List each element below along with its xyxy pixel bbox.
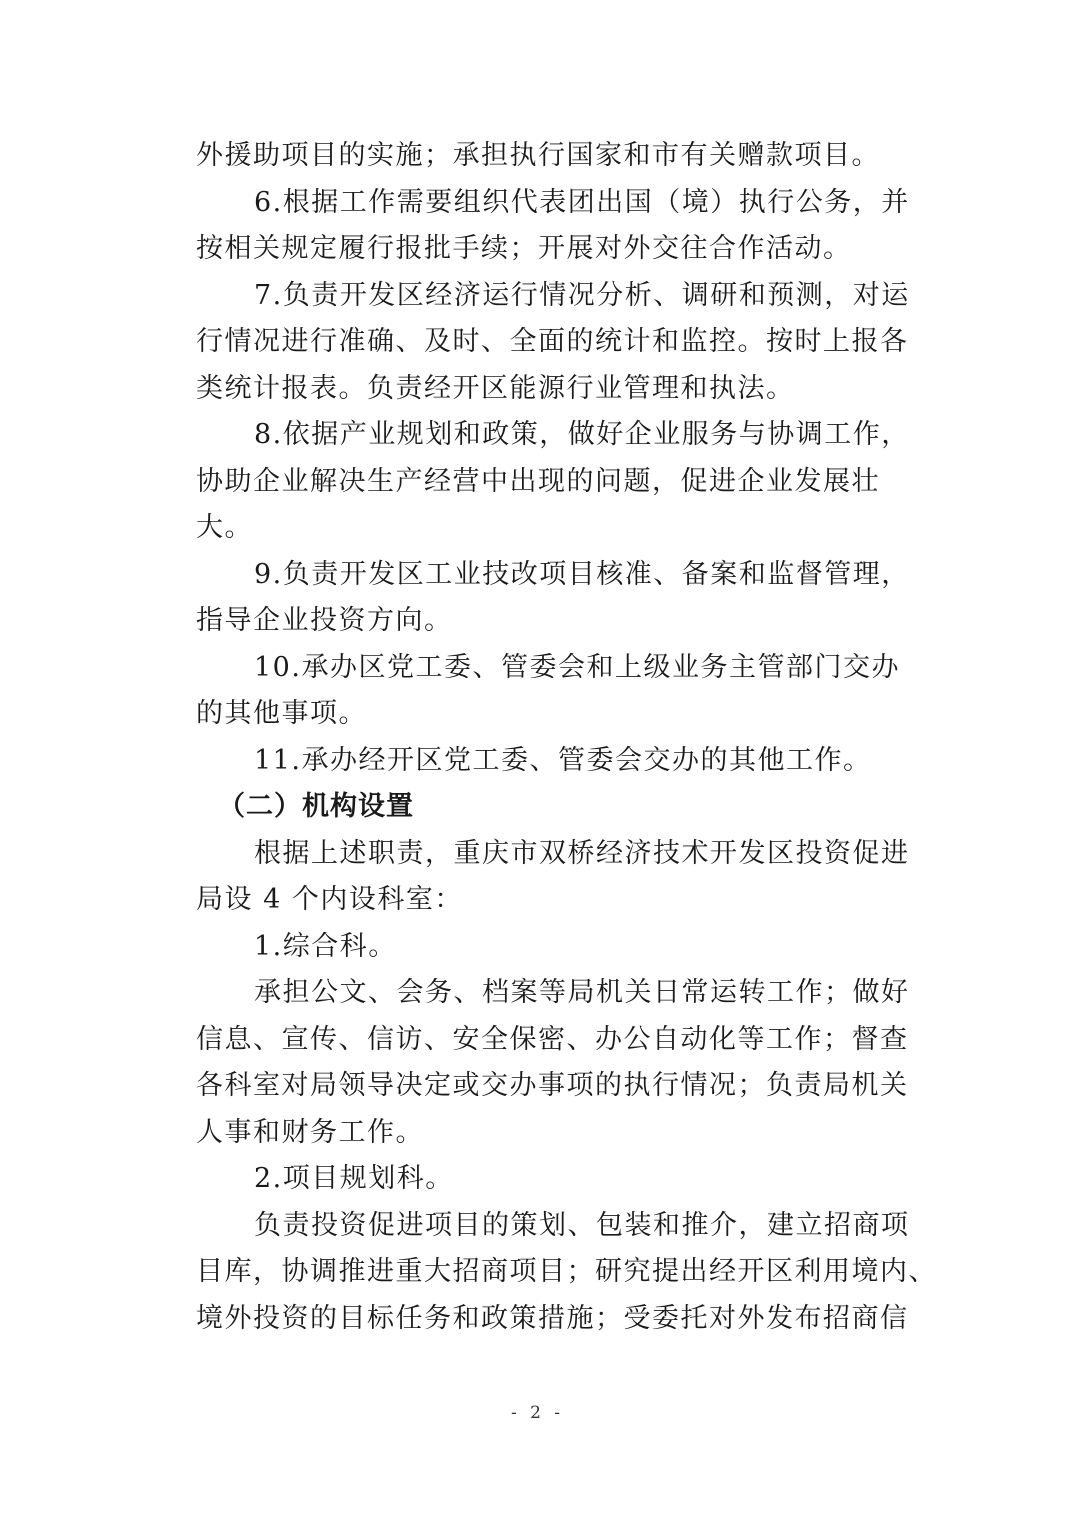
text-line: 按相关规定履行报批手续；开展对外交往合作活动。 [196,233,852,264]
text-line: 11.承办经开区党工委、管委会交办的其他工作。 [254,744,872,776]
text-line: 各科室对局领导决定或交办事项的执行情况；负责局机关 [196,1070,909,1101]
text-line: 承担公文、会务、档案等局机关日常运转工作；做好 [254,977,910,1008]
text-line: 目库，协调推进重大招商项目；研究提出经开区利用境内、 [196,1256,937,1287]
text-line: 根据上述职责，重庆市双桥经济技术开发区投资促进 [254,837,910,869]
text-line: 外援助项目的实施；承担执行国家和市有关赠款项目。 [196,140,880,171]
text-line: 10.承办区党工委、管委会和上级业务主管部门交办 [254,651,900,683]
text-line: 指导企业投资方向。 [196,605,453,636]
text-line: 7.负责开发区经济运行情况分析、调研和预测，对运 [254,279,910,311]
text-line: 类统计报表。负责经开区能源行业管理和执法。 [196,372,795,404]
subsection-title: 1.综合科。 [254,930,397,962]
text-line: 8.依据产业规划和政策，做好企业服务与协调工作， [254,419,910,450]
text-line: 局设 4 个内设科室： [196,884,463,915]
text-line: 负责投资促进项目的策划、包装和推介，建立招商项 [254,1209,910,1241]
document-body [196,133,937,1342]
text-line: 人事和财务工作。 [196,1116,424,1148]
subsection-title: 2.项目规划科。 [254,1163,454,1194]
text-line: 行情况进行准确、及时、全面的统计和监控。按时上报各 [196,326,909,357]
text-line: 9.负责开发区工业技改项目核准、备案和监督管理， [254,558,910,590]
text-line: 信息、宣传、信访、安全保密、办公自动化等工作；督查 [196,1023,909,1055]
text-line: 的其他事项。 [196,698,367,729]
text-line: 境外投资的目标任务和政策措施；受委托对外发布招商信 [196,1302,909,1334]
page-number: - 2 - [510,1403,565,1423]
section-heading: （二）机构设置 [218,791,414,822]
text-line: 大。 [196,512,253,543]
text-line: 6.根据工作需要组织代表团出国（境）执行公务，并 [254,186,910,218]
text-line: 协助企业解决生产经营中出现的问题，促进企业发展壮 [196,465,880,497]
